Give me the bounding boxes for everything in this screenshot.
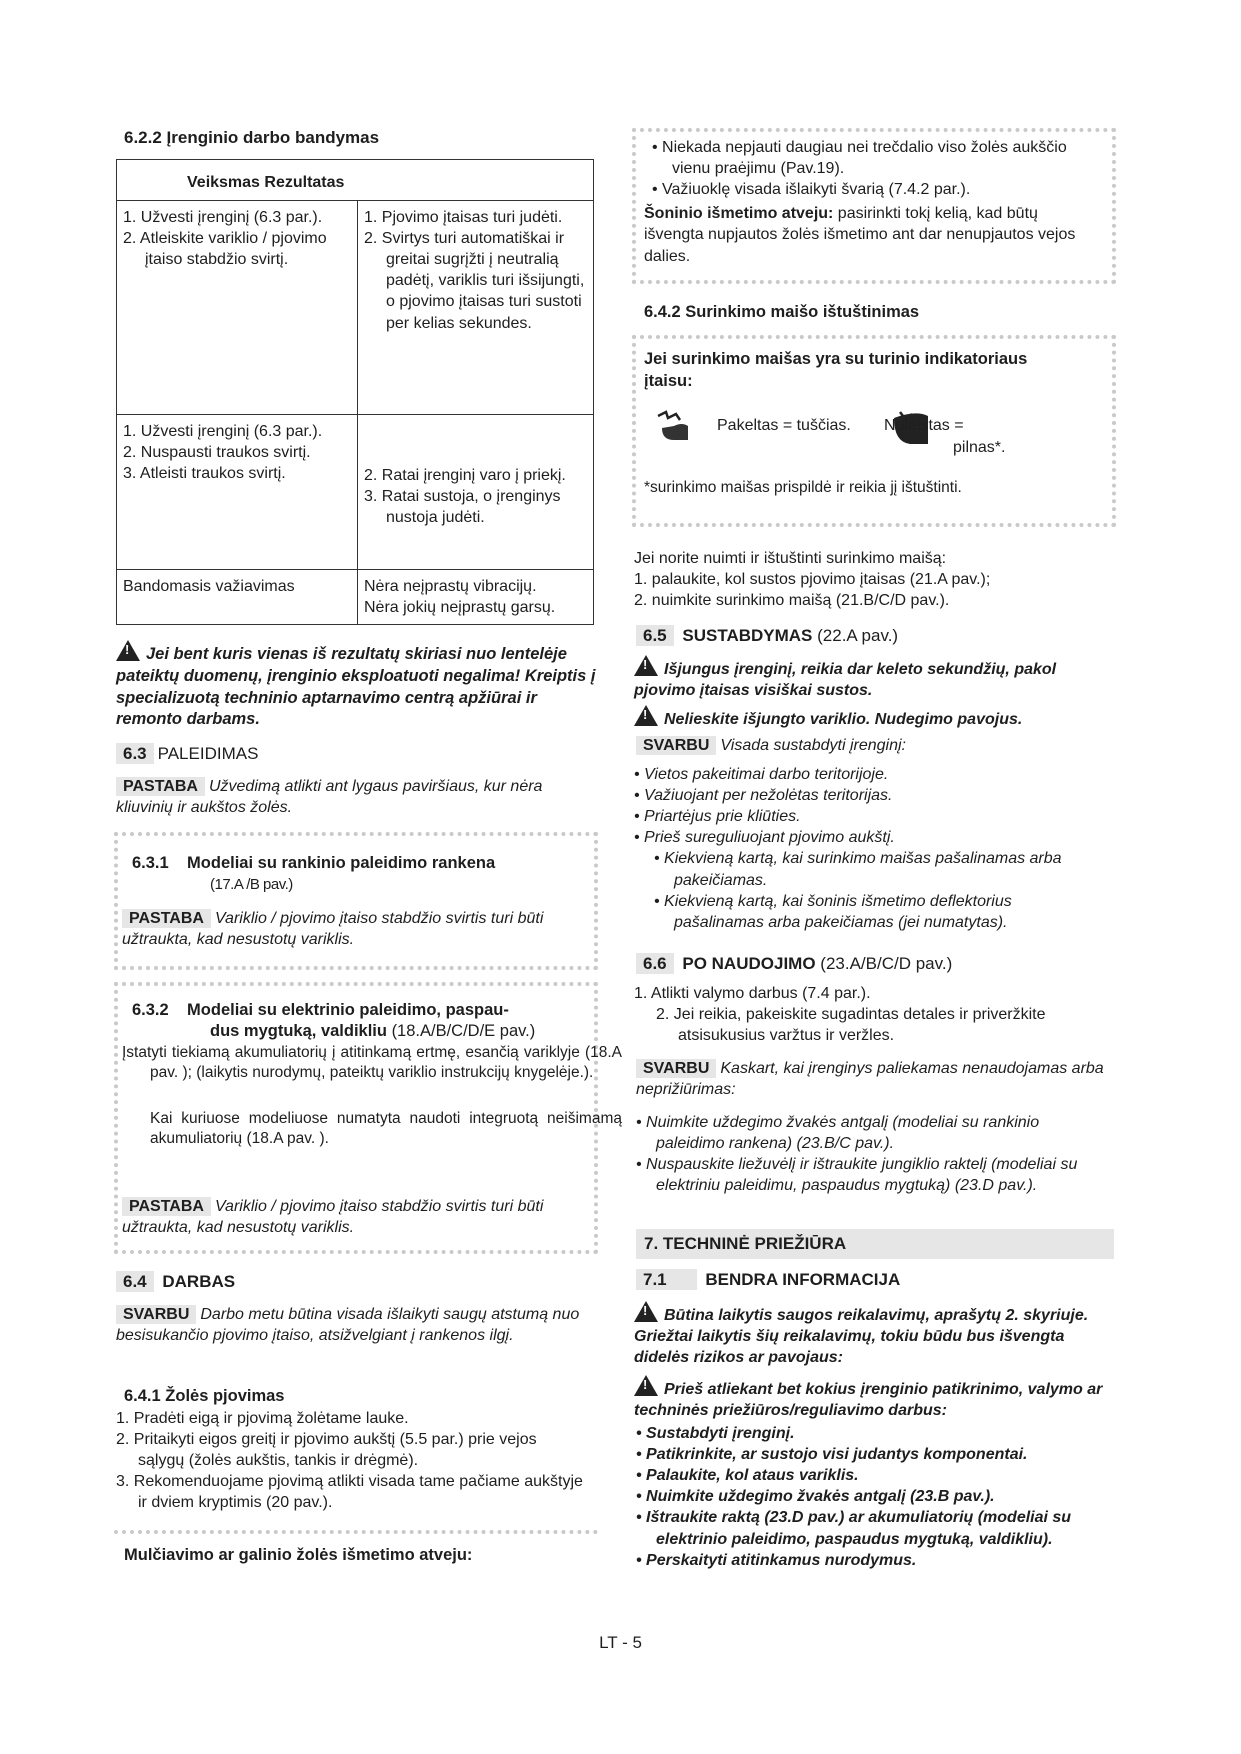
section-6-3-2-p2: Kai kuriuose modeliuose numatyta naudoti integruotą neišimamą akumuliatorių (18.A pav. ). — [150, 1110, 622, 1148]
table-cell: Bandomasis važiavimas — [117, 570, 358, 625]
table-item: 3. Atleisti traukos svirtį. — [123, 465, 286, 483]
list-item: 3. Rekomenduojame pjovimą atlikti visada tame pačiame aukštyje ir dviem kryptimis (20 pav.). — [116, 1473, 583, 1512]
list-6-6 — [634, 983, 1104, 1046]
warning-icon — [634, 1375, 658, 1396]
important-6-6: SVARBU Kaskart, kai įrenginys paliekamas nenaudojamas arba neprižiūrimas: — [636, 1060, 1104, 1099]
side-discharge-text: Šoninio išmetimo atveju: pasirinkti tokį kelią, kad būtų išvengta nupjautos žolės išmetimo ant dar nenupjautos vejos dalies. — [644, 205, 1076, 265]
mulch-title: Mulčiavimo ar galinio žolės išmetimo atveju: — [124, 1546, 473, 1564]
section-6-5-title: 6.5 SUSTABDYMAS (22.A pav.) — [636, 625, 898, 647]
section-7-title: 7. TECHNINĖ PRIEŽIŪRA — [636, 1229, 1114, 1259]
list-item: 2. Pritaikyti eigos greitį ir pjovimo aukštį (5.5 par.) prie vejos sąlygų (žolės aukštis, tankis ir drėgmė). — [116, 1431, 537, 1470]
warning-icon — [634, 655, 658, 676]
table-item: 1. Užvesti įrenginį (6.3 par.). — [123, 209, 323, 226]
bullet-item: • Patikrinkite, ar sustojo visi judantys komponentai. — [636, 1446, 1028, 1464]
bullet-item: • Priartėjus prie kliūties. — [634, 808, 801, 826]
bullet-item: • Palaukite, kol ataus variklis. — [636, 1467, 859, 1485]
list-item: 2. nuimkite surinkimo maišą (21.B/C/D pav.). — [634, 592, 950, 610]
bullet-item: • Ištraukite raktą (23.D pav.) ar akumuliatorių (modeliai su elektrinio paleidimo, paspaudus mygtuką, valdikliu). — [636, 1509, 1072, 1548]
bag-full-label-a: Nuleistas = — [884, 417, 964, 434]
test-table — [116, 159, 594, 625]
bullet-item: • Sustabdyti įrenginį. — [636, 1425, 795, 1442]
table-item: 2. Svirtys turi automatiškai ir greitai sugrįžti į neutralią padėtį, variklis turi išsijungti, o pjovimo įtaisas turi sustoti per kelias sekundes. — [364, 230, 585, 332]
bullet-item: • Nuimkite uždegimo žvakės antgalį (23.B pav.). — [636, 1488, 995, 1506]
important-6-5: SVARBU Visada sustabdyti įrenginį: — [636, 735, 906, 756]
bullet-item: • Nuimkite uždegimo žvakės antgalį (modeliai su rankinio paleidimo rankena) (23.B/C pav.). — [636, 1114, 1040, 1153]
table-cell — [358, 201, 594, 415]
list-6-5 — [634, 764, 1104, 933]
bullet-item: • Prieš sureguliuojant pjovimo aukštį. — [634, 829, 895, 847]
bullet-item: • Važiuojant per nežolėtas teritorijas. — [634, 787, 893, 805]
section-6-3-2-title-b: dus mygtuką, valdikliu (18.A/B/C/D/E pav.) — [210, 1022, 536, 1040]
bag-footnote: *surinkimo maišas prispildė ir reikia jį ištuštinti. — [644, 479, 962, 496]
table-item: 1. Pjovimo įtaisas turi judėti. — [364, 209, 563, 226]
bullet-item: • Kiekvieną kartą, kai šoninis išmetimo deflektorius pašalinamas arba pakeičiamas (jei numatytas). — [654, 892, 1012, 931]
warning-7-1-b: !Prieš atliekant bet kokius įrenginio patikrinimo, valymo ar techninės priežiūros/reguliavimo darbus: — [634, 1375, 1114, 1421]
table-item: Nėra neįprastų vibracijų. — [364, 578, 537, 595]
empty-bag-instructions — [634, 548, 1104, 611]
list-6-4-1 — [116, 1408, 586, 1514]
bullet-item: • Perskaityti atitinkamus nurodymus. — [636, 1551, 917, 1569]
warning-icon — [116, 640, 140, 661]
list-item: 1. palaukite, kol sustos pjovimo įtaisas (21.A pav.); — [634, 571, 991, 589]
important-6-4: SVARBU Darbo metu būtina visada išlaikyti saugų atstumą nuo besisukančio pjovimo įtaiso, atsižvelgiant į rankenos ilgį. — [116, 1306, 580, 1345]
section-6-4-2-title: 6.4.2 Surinkimo maišo ištuštinimas — [644, 303, 920, 321]
section-6-3-title: 6.3 PALEIDIMAS — [116, 743, 258, 765]
bag-indicator-title: Jei surinkimo maišas yra su turinio indikatoriaus įtaisu: — [644, 350, 1028, 390]
warning-6-5-b: !Nelieskite išjungto variklio. Nudegimo pavojus. — [634, 705, 1112, 730]
page-number: LT - 5 — [599, 1633, 642, 1652]
note-6-3-1: PASTABA Variklio / pjovimo įtaiso stabdžio svirtis turi būti užtraukta, kad nesustotų variklis. — [122, 910, 544, 949]
section-6-3-2-title-a: 6.3.2 Modeliai su elektrinio paleidimo, paspau- — [132, 1001, 509, 1019]
table-header: Veiksmas Rezultatas — [117, 160, 594, 201]
bag-raised-label: Pakeltas = tuščias. — [717, 417, 851, 434]
section-6-2-2-title: 6.2.2 Įrenginio darbo bandymas — [124, 128, 380, 147]
table-item: 2. Nuspausti traukos svirtį. — [123, 444, 311, 462]
warning-6-5-a: !Išjungus įrenginį, reikia dar keleto sekundžių, pakol pjovimo įtaisas visiškai sustos. — [634, 655, 1112, 701]
instructions-intro: Jei norite nuimti ir ištuštinti surinkimo maišą: — [634, 550, 947, 567]
list-item: 1. Atlikti valymo darbus (7.4 par.). — [634, 985, 871, 1002]
table-warning: !Jei bent kuris vienas iš rezultatų skiriasi nuo lentelėje pateiktų duomenų, įrenginio eksploatuoti negalima! Kreiptis į specializuotą techninio aptarnavimo centrą apžiūrai ir remonto darbams. — [116, 640, 602, 731]
dotted-separator — [114, 1530, 598, 1534]
bullet-item: • Kiekvieną kartą, kai surinkimo maišas pašalinamas arba pakeičiamas. — [654, 850, 1062, 889]
list-7-1 — [634, 1423, 1114, 1571]
table-item: 1. Užvesti įrenginį (6.3 par.). — [123, 423, 323, 440]
table-item: 2. Ratai įrenginį varo į priekį. — [364, 467, 566, 484]
section-6-3-1-ref: (17.A /B pav.) — [210, 876, 293, 893]
bullet-item: • Važiuoklę visada išlaikyti švarią (7.4.2 par.). — [652, 181, 971, 199]
section-7-1-title: 7.1 BENDRA INFORMACIJA — [636, 1269, 900, 1291]
table-cell — [117, 201, 358, 415]
section-6-3-1-title: 6.3.1 Modeliai su rankinio paleidimo rankena — [132, 854, 496, 872]
table-cell — [358, 415, 594, 570]
table-item: 2. Atleiskite variklio / pjovimo įtaiso stabdžio svirtį. — [123, 230, 327, 269]
right-top-bullets — [644, 137, 1100, 267]
table-item: 3. Ratai sustoja, o įrenginys nustoja judėti. — [364, 488, 561, 527]
bullet-item: • Vietos pakeitimai darbo teritorijoje. — [634, 766, 889, 783]
section-6-4-1-title: 6.4.1 Žolės pjovimas — [124, 1387, 285, 1405]
warning-icon — [634, 1301, 658, 1322]
warning-7-1-a: !Būtina laikytis saugos reikalavimų, aprašytų 2. skyriuje. Griežtai laikytis šių reikalavimų, tokiu būdu bus išvengta didelės rizikos ar pavojaus: — [634, 1301, 1114, 1368]
section-6-4-title: 6.4 DARBAS — [116, 1271, 235, 1293]
note-6-3: PASTABA Užvedimą atlikti ant lygaus paviršiaus, kur nėra kliuvinių ir aukštos žolės. — [116, 778, 543, 817]
section-6-6-title: 6.6 PO NAUDOJIMO (23.A/B/C/D pav.) — [636, 953, 952, 975]
bullet-item: • Nuspauskite liežuvėlį ir ištraukite jungiklio raktelį (modeliai su elektriniu paleidimu, paspaudus mygtuką) (23.D pav.). — [636, 1156, 1078, 1195]
list-item: 1. Pradėti eigą ir pjovimą žolėtame lauke. — [116, 1410, 409, 1427]
bag-raised-icon — [654, 410, 694, 444]
bag-full-label-b: pilnas*. — [953, 439, 1006, 456]
table-cell — [117, 415, 358, 570]
list-6-6-bullets — [634, 1112, 1104, 1196]
section-6-3-2-p1: Įstatyti tiekiamą akumuliatorių į atitinkamą ertmę, esančią variklyje (18.A pav. ); (laikytis nurodymų, pateiktų variklio instrukcijų knygelėje.). — [122, 1044, 622, 1082]
table-cell — [358, 570, 594, 625]
bullet-item: • Niekada nepjauti daugiau nei trečdalio viso žolės aukščio vienu praėjimu (Pav.19). — [652, 139, 1067, 178]
table-item: Nėra jokių neįprastų garsų. — [364, 599, 556, 617]
warning-icon — [634, 705, 658, 726]
list-item: 2. Jei reikia, pakeiskite sugadintas detales ir priveržkite atsisukusius varžtus ir veržles. — [656, 1006, 1046, 1045]
note-6-3-2: PASTABA Variklio / pjovimo įtaiso stabdžio svirtis turi būti užtraukta, kad nesustotų variklis. — [122, 1198, 544, 1237]
